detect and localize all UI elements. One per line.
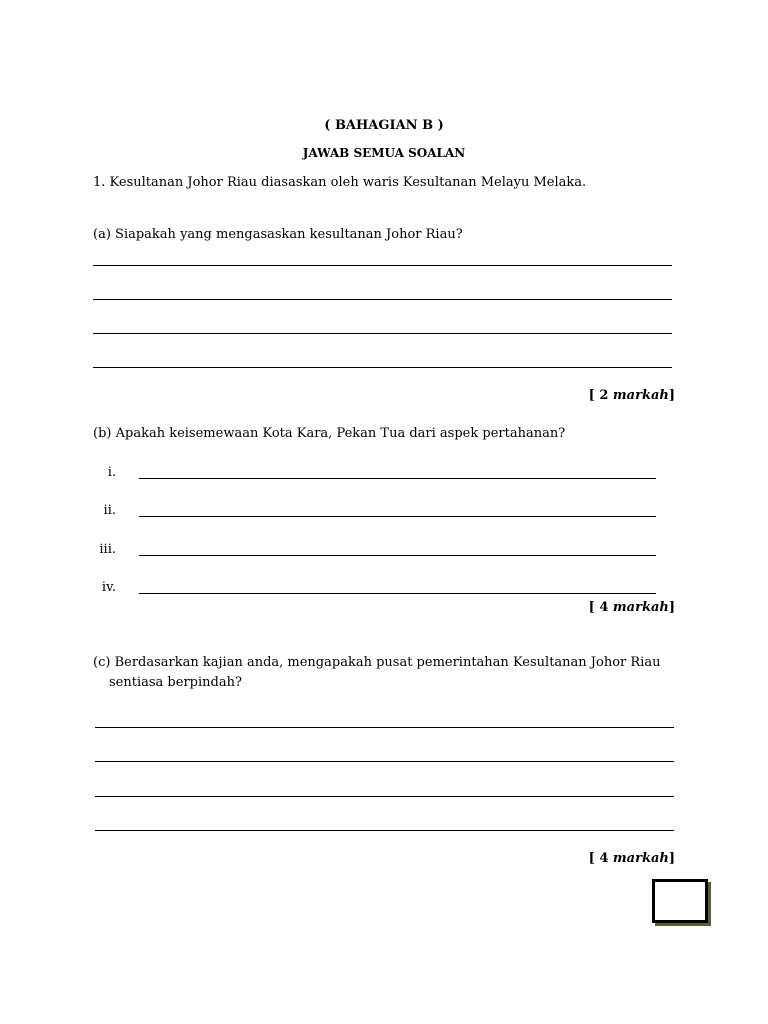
score-box[interactable]	[652, 879, 708, 923]
part-b-text: Apakah keisemewaan Kota Kara, Pekan Tua dari aspek pertahanan?	[115, 426, 566, 441]
part-a-text: Siapakah yang mengasaskan kesultanan Johor Riau?	[115, 227, 463, 242]
part-c-text-line2: sentiasa berpindah?	[109, 675, 242, 690]
part-b-item-3-label: iii.	[99, 542, 116, 557]
answer-line-b4[interactable]	[139, 593, 656, 594]
answer-line-a2[interactable]	[93, 299, 672, 300]
answer-line-a3[interactable]	[93, 333, 672, 334]
instruction-heading: JAWAB SEMUA SOALAN	[302, 146, 466, 160]
part-b-item-2-label: ii.	[103, 503, 116, 518]
part-b-question	[93, 426, 565, 441]
part-b-item-1-label: i.	[107, 465, 116, 480]
section-title: ( BAHAGIAN B )	[324, 118, 444, 133]
part-b-label: (b)	[93, 426, 112, 441]
part-c-question	[93, 655, 660, 670]
part-c-label: (c)	[93, 655, 111, 670]
part-a-label: (a)	[93, 227, 111, 242]
part-c-marks: [ 4 markah]	[588, 851, 675, 866]
answer-line-c4[interactable]	[95, 830, 674, 831]
answer-line-b3[interactable]	[139, 555, 656, 556]
part-a-question	[93, 227, 463, 242]
part-b-marks: [ 4 markah]	[588, 600, 675, 615]
part-a-marks: [ 2 markah]	[588, 388, 675, 403]
part-b-item-4-label: iv.	[101, 580, 116, 595]
answer-line-c2[interactable]	[95, 761, 674, 762]
answer-line-a1[interactable]	[93, 265, 672, 266]
answer-line-c3[interactable]	[95, 796, 674, 797]
question-1-intro: 1. Kesultanan Johor Riau diasaskan oleh waris Kesultanan Melayu Melaka.	[93, 175, 587, 190]
answer-line-b2[interactable]	[139, 516, 656, 517]
answer-line-b1[interactable]	[139, 478, 656, 479]
part-c-text-line1: Berdasarkan kajian anda, mengapakah pusat pemerintahan Kesultanan Johor Riau	[114, 655, 661, 670]
answer-line-c1[interactable]	[95, 727, 674, 728]
answer-line-a4[interactable]	[93, 367, 672, 368]
